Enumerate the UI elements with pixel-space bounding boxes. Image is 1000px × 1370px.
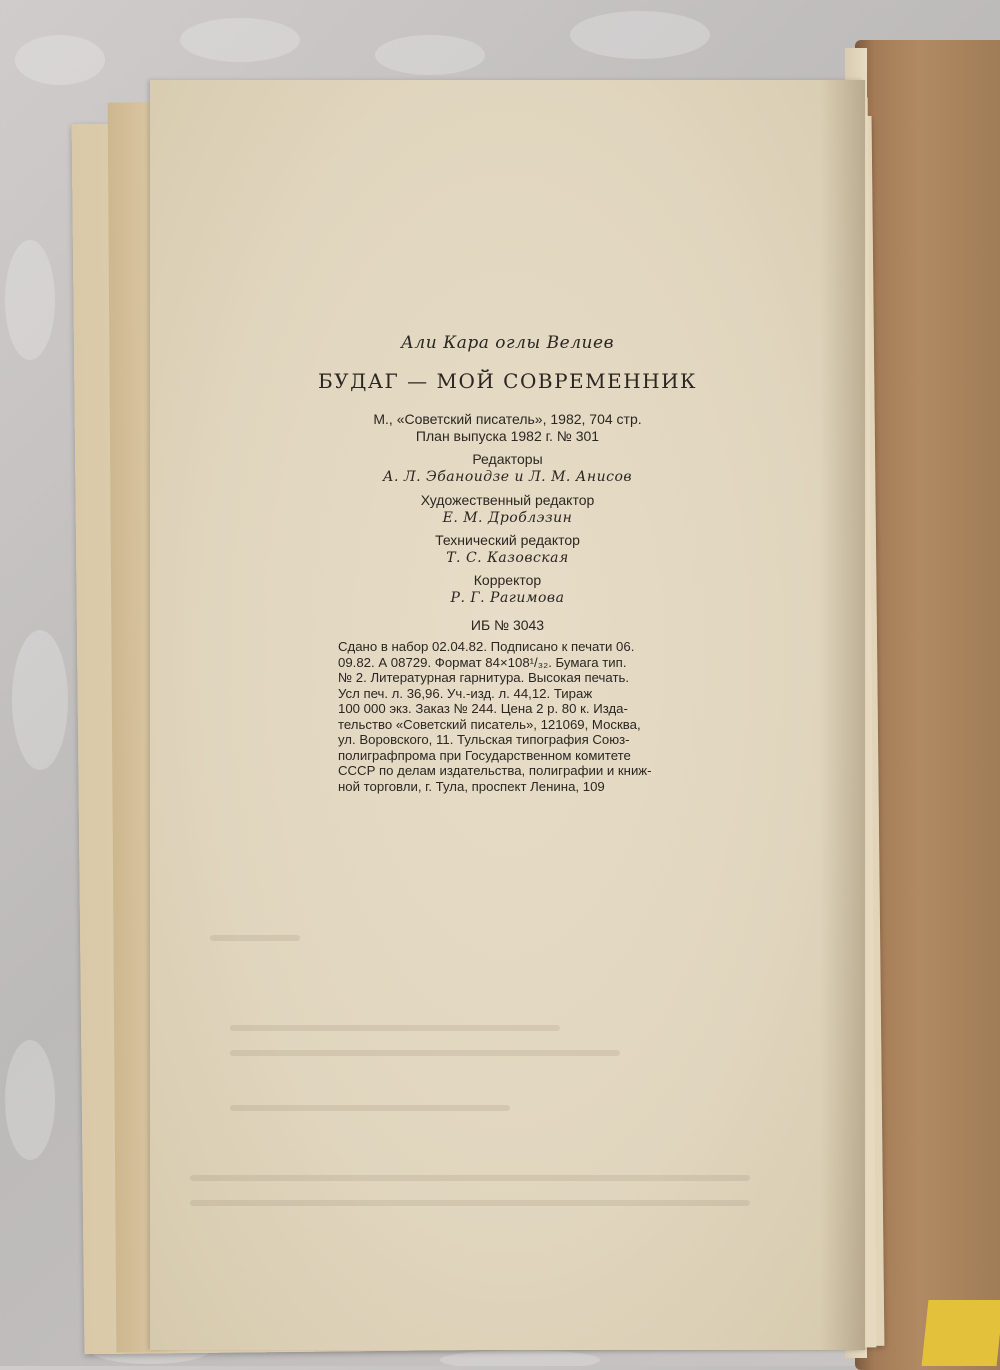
colophon-block <box>338 639 682 794</box>
colophon-line: тельство «Советский писатель», 121069, Москва, <box>338 716 641 732</box>
credit-names-tech-editor: Т. С. Казовская <box>446 550 569 566</box>
colophon-line: 09.82. А 08729. Формат 84×108¹/₃₂. Бумага тип. <box>338 654 627 670</box>
colophon-line: Сдано в набор 02.04.82. Подписано к печати 06. <box>338 639 635 654</box>
colophon-line: Усл печ. л. 36,96. Уч.-изд. л. 44,12. Тираж <box>338 685 593 701</box>
show-through-text <box>230 1025 560 1031</box>
colophon-line: полиграфпрома при Государственном комитете <box>338 747 631 763</box>
publisher-info <box>150 411 865 445</box>
show-through-text <box>190 1175 750 1181</box>
credit-names-proofreader: Р. Г. Рагимова <box>450 590 565 606</box>
yellow-strip <box>922 1300 1000 1366</box>
show-through-text <box>230 1105 510 1111</box>
colophon-line: 100 000 экз. Заказ № 244. Цена 2 р. 80 к. Изда- <box>338 701 628 716</box>
page-gutter-shadow <box>820 80 865 1350</box>
colophon-line: № 2. Литературная гарнитура. Высокая печать. <box>338 670 630 685</box>
plan-line: План выпуска 1982 г. № 301 <box>415 428 600 444</box>
credit-names-editors: А. Л. Эбаноидзе и Л. М. Анисов <box>382 469 633 485</box>
publisher-line: М., «Советский писатель», 1982, 704 стр. <box>373 411 642 427</box>
show-through-text <box>210 935 300 941</box>
ib-number: ИБ № 3043 <box>470 617 545 633</box>
author-name: Али Кара оглы Велиев <box>401 333 614 353</box>
book-title: БУДАГ — МОЙ СОВРЕМЕННИК <box>317 369 698 393</box>
show-through-text <box>230 1050 620 1056</box>
colophon-line: ной торговли, г. Тула, проспект Ленина, 109 <box>338 778 605 794</box>
credit-role-tech-editor: Технический редактор <box>435 532 580 548</box>
show-through-text <box>190 1200 750 1206</box>
credit-names-art-editor: Е. М. Дроблэзин <box>442 510 573 526</box>
colophon-line: ул. Воровского, 11. Тульская типография Союз- <box>338 732 630 747</box>
credit-role-proofreader: Корректор <box>473 572 542 588</box>
colophon-line: СССР по делам издательства, полиграфии и книж- <box>338 763 652 778</box>
credit-role-art-editor: Художественный редактор <box>420 492 595 508</box>
credit-role-editors: Редакторы <box>472 451 543 467</box>
